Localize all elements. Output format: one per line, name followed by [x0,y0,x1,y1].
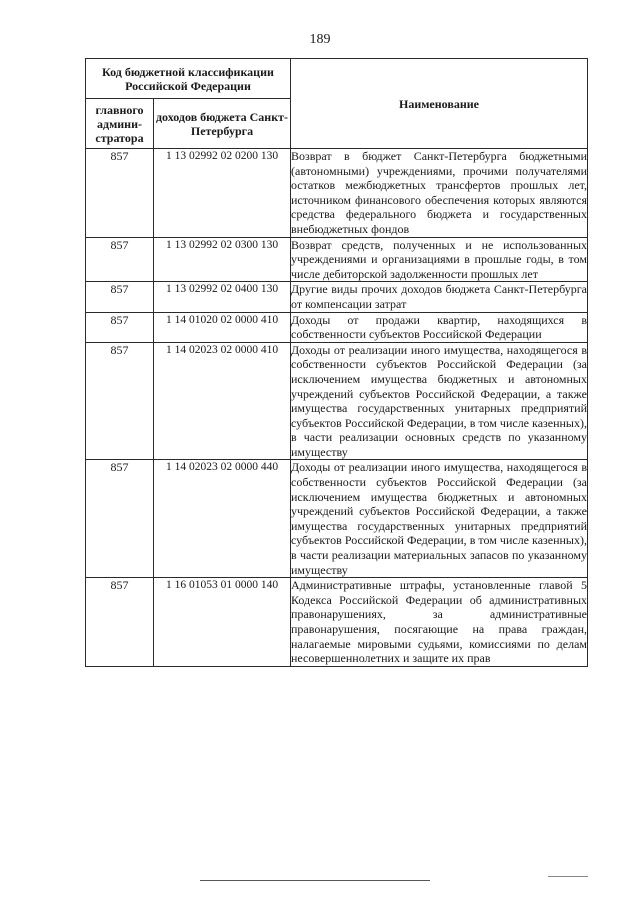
revenue-code-cell: 1 13 02992 02 0400 130 [154,282,291,312]
name-cell: Доходы от продажи квартир, находящихся в собственности субъектов Российской Федерации [291,312,587,342]
bottom-divider [200,880,430,881]
revenue-code-cell: 1 16 01053 01 0000 140 [154,578,291,667]
name-cell: Доходы от реализации иного имущества, находящегося в собственности субъектов Российской Федерации (за исключением имущества бюджетных и автономных учреждений субъектов Российской Федерации, а также имущества государственных унитарных предприятий субъектов Российской Федерации, в том числе казенных), в части реализации материальных запасов по указанному имуществу [291,460,587,577]
admin-code-cell: 857 [86,282,154,312]
table-row [86,312,588,342]
table-row [86,460,588,578]
revenue-code-cell: 1 13 02992 02 0200 130 [154,149,291,238]
budget-classification-table [85,58,588,667]
admin-code-cell: 857 [86,312,154,342]
bottom-mark [548,876,588,877]
page-number: 189 [309,32,331,47]
revenue-code-cell: 1 14 02023 02 0000 410 [154,342,291,460]
revenue-code-cell: 1 13 02992 02 0300 130 [154,237,291,282]
name-cell: Административные штрафы, установленные главой 5 Кодекса Российской Федерации об административных правонарушениях, за административные правонарушения, посягающие на права граждан, налагаемые мировыми судьями, комиссиями по делам несовершеннолетних и защите их прав [291,578,587,666]
revenue-code-cell: 1 14 02023 02 0000 440 [154,460,291,578]
admin-code-cell: 857 [86,149,154,238]
admin-code-cell: 857 [86,460,154,578]
header-chief-administrator: главного админи-стратора [86,99,154,149]
header-classification-code: Код бюджетной классификации Российской Федерации [86,59,291,99]
header-name: Наименование [291,59,588,149]
table-row [86,282,588,312]
name-cell: Другие виды прочих доходов бюджета Санкт-Петербурга от компенсации затрат [291,282,587,311]
name-cell: Возврат средств, полученных и не использованных учреждениями и организациями в прошлые годы, в том числе дебиторской задолженности прошлых лет [291,237,587,281]
table-row [86,237,588,282]
admin-code-cell: 857 [86,237,154,282]
table-row [86,342,588,460]
admin-code-cell: 857 [86,342,154,460]
name-cell: Возврат в бюджет Санкт-Петербурга бюджетными (автономными) учреждениями, прочими получателями остатков межбюджетных трансфертов прошлых лет, источником финансового обеспечения которых являются средства федерального бюджета и государственных внебюджетных фондов [291,149,587,236]
revenue-code-cell: 1 14 01020 02 0000 410 [154,312,291,342]
header-revenue-code: доходов бюджета Санкт-Петербурга [154,99,291,149]
table-row [86,149,588,238]
table-row [86,578,588,667]
name-cell: Доходы от реализации иного имущества, находящегося в собственности субъектов Российской Федерации (за исключением имущества бюджетных и автономных учреждений субъектов Российской Федерации, а также имущества государственных унитарных предприятий субъектов Российской Федерации, в том числе казенных), в части реализации основных средств по указанному имуществу [291,342,587,459]
admin-code-cell: 857 [86,578,154,667]
